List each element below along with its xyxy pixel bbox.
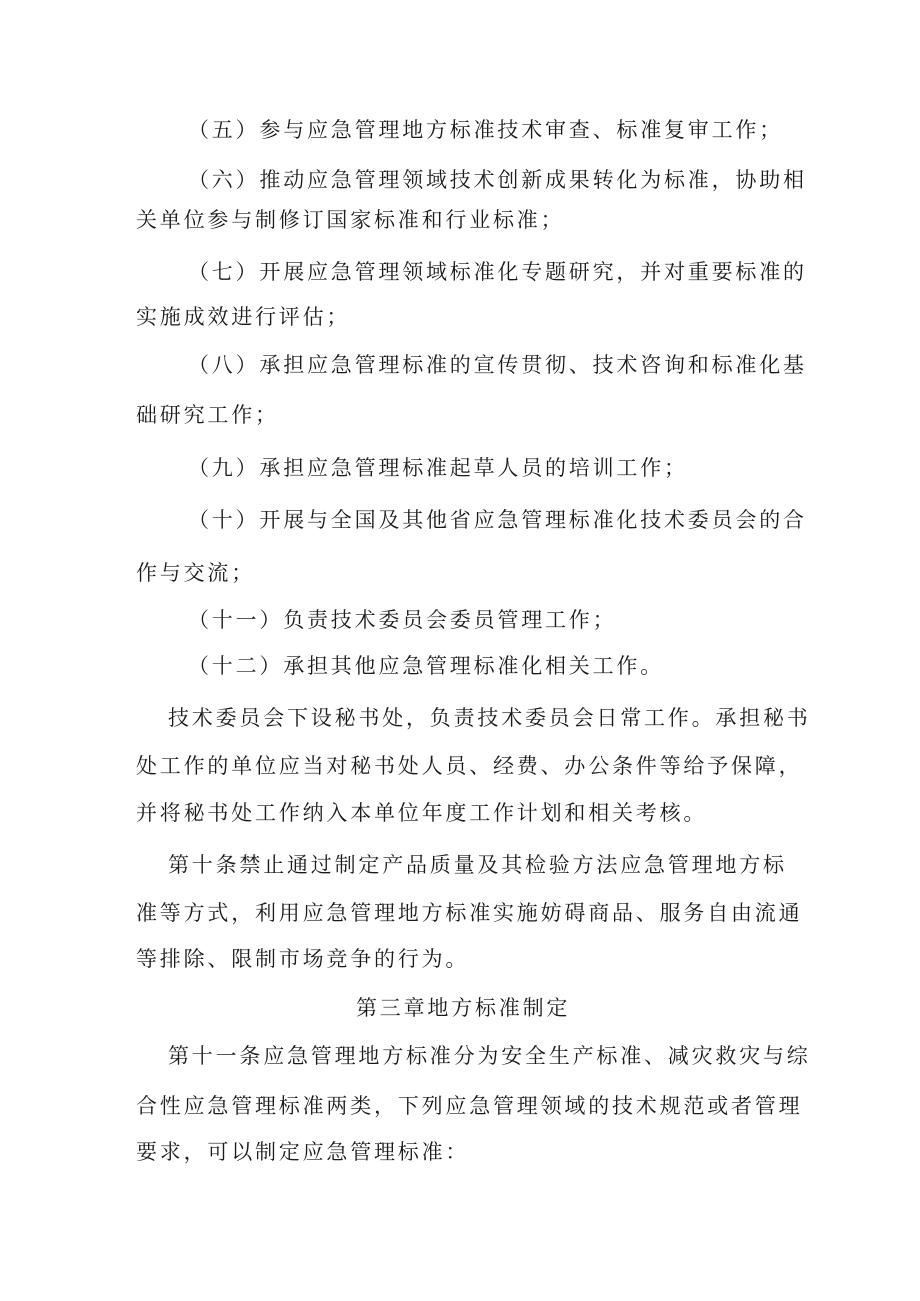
item-7-line-1: （七）开展应急管理领域标准化专题研究，并对重要标准的 <box>188 260 807 284</box>
item-7-line-2: 实施成效进行评估； <box>136 305 351 329</box>
article-11-line-1: 第十一条应急管理地方标准分为安全生产标准、减灾救灾与综 <box>168 1044 811 1068</box>
item-10-line-2: 作与交流； <box>136 561 255 585</box>
secretariat-paragraph-line-2: 处工作的单位应当对秘书处人员、经费、办公条件等给予保障， <box>136 754 803 778</box>
article-11-line-3: 要求，可以制定应急管理标准： <box>136 1140 470 1164</box>
secretariat-paragraph-line-1: 技术委员会下设秘书处，负责技术委员会日常工作。承担秘书 <box>168 706 811 730</box>
item-11-line: （十一）负责技术委员会委员管理工作； <box>188 608 617 632</box>
article-10-line-3: 等排除、限制市场竞争的行为。 <box>136 947 470 971</box>
secretariat-paragraph-line-3: 并将秘书处工作纳入本单位年度工作计划和相关考核。 <box>136 801 708 825</box>
article-10-line-2: 准等方式，利用应急管理地方标准实施妨碍商品、服务自由流通 <box>136 901 803 925</box>
item-6-line-2: 关单位参与制修订国家标准和行业标准； <box>136 208 565 232</box>
item-8-line-2: 础研究工作； <box>136 403 279 427</box>
item-6-line-1: （六）推动应急管理领域技术创新成果转化为标准，协助相 <box>188 168 807 192</box>
article-11-line-2: 合性应急管理标准两类，下列应急管理领域的技术规范或者管理 <box>136 1094 803 1118</box>
chapter-3-heading: 第三章地方标准制定 <box>356 996 571 1020</box>
item-8-line-1: （八）承担应急管理标准的宣传贯彻、技术咨询和标准化基 <box>188 353 807 377</box>
item-10-line-1: （十）开展与全国及其他省应急管理标准化技术委员会的合 <box>188 508 807 532</box>
item-12-line: （十二）承担其他应急管理标准化相关工作。 <box>188 654 664 678</box>
article-10-line-1: 第十条禁止通过制定产品质量及其检验方法应急管理地方标 <box>168 853 787 877</box>
item-5-line: （五）参与应急管理地方标准技术审查、标准复审工作； <box>188 118 783 142</box>
item-9-line: （九）承担应急管理标准起草人员的培训工作； <box>188 456 688 480</box>
